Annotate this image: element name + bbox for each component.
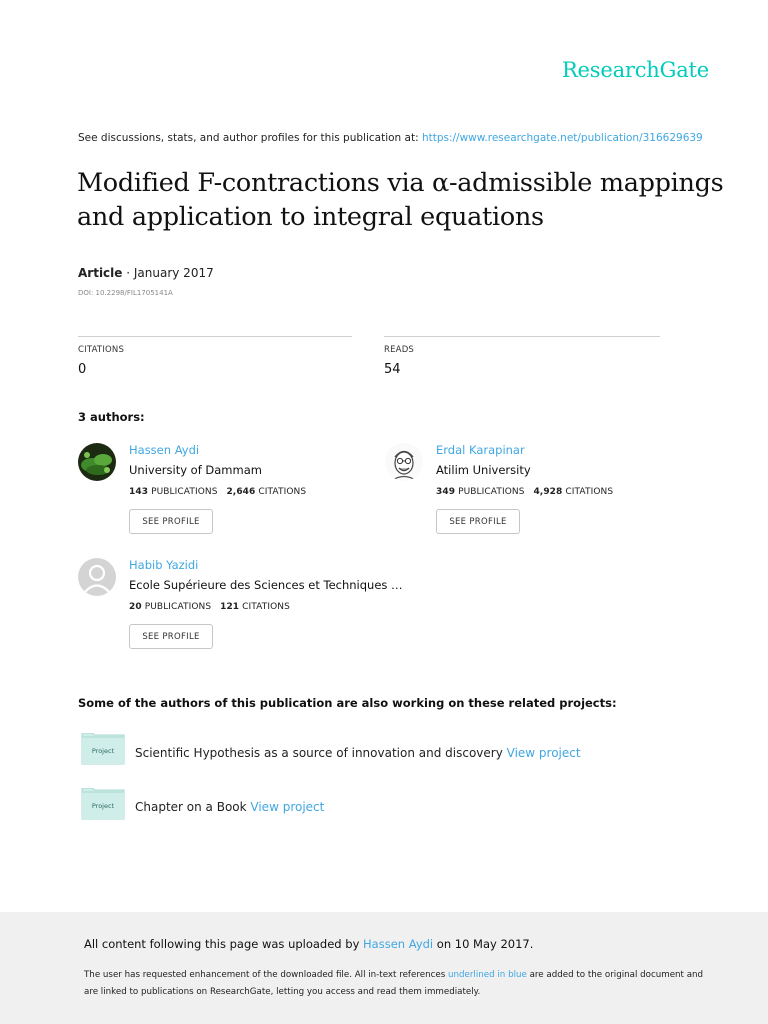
author-citations-label: CITATIONS bbox=[258, 487, 307, 497]
author-photo-icon bbox=[78, 443, 116, 481]
project-title: Chapter on a Book bbox=[135, 800, 251, 814]
author-citations-label: CITATIONS bbox=[565, 487, 614, 497]
author-stats bbox=[129, 602, 290, 612]
author-institution: University of Dammam bbox=[129, 463, 262, 477]
note-link-sample: underlined in blue bbox=[447, 970, 527, 980]
enhancement-note bbox=[84, 967, 704, 1001]
see-profile-button[interactable]: SEE PROFILE bbox=[129, 509, 213, 534]
meta-separator: · bbox=[122, 266, 134, 280]
citations-value: 0 bbox=[78, 362, 87, 377]
author-stats bbox=[129, 487, 306, 497]
author-publications-count: 143 bbox=[129, 487, 149, 497]
author-publications-label: PUBLICATIONS bbox=[458, 487, 525, 497]
project-folder-icon bbox=[81, 733, 125, 765]
publication-type: Article bbox=[78, 266, 123, 280]
project-item bbox=[135, 800, 324, 814]
author-sketch-icon bbox=[385, 443, 423, 481]
author-publications-label: PUBLICATIONS bbox=[144, 602, 212, 612]
author-avatar[interactable] bbox=[78, 558, 116, 596]
default-user-icon bbox=[78, 558, 116, 596]
see-profile-button[interactable]: SEE PROFILE bbox=[436, 509, 520, 534]
author-institution: Atilim University bbox=[436, 463, 531, 477]
project-badge-label: Project bbox=[91, 802, 115, 810]
view-project-link[interactable]: View project bbox=[250, 800, 325, 814]
author-name-link[interactable]: Hassen Aydi bbox=[129, 443, 200, 457]
author-publications-count: 349 bbox=[436, 487, 456, 497]
citations-divider bbox=[78, 336, 352, 337]
publication-date: January 2017 bbox=[133, 266, 214, 280]
publication-meta bbox=[78, 266, 214, 280]
note-prefix: The user has requested enhancement of the downloaded file. All in-text references bbox=[84, 970, 448, 980]
author-stats bbox=[436, 487, 613, 497]
author-citations-label: CITATIONS bbox=[242, 602, 290, 612]
related-projects-heading: Some of the authors of this publication are also working on these related projects: bbox=[78, 696, 617, 710]
author-publications-count: 20 bbox=[129, 602, 142, 612]
publication-doi: DOI: 10.2298/FIL1705141A bbox=[78, 289, 173, 297]
citations-label: CITATIONS bbox=[78, 345, 125, 355]
reads-value: 54 bbox=[384, 362, 401, 377]
publication-title: Modified F-contractions via α-admissible mappings and application to integral equations bbox=[77, 168, 724, 232]
project-folder-icon bbox=[81, 788, 125, 820]
author-citations-count: 121 bbox=[220, 602, 240, 612]
author-avatar[interactable] bbox=[78, 443, 116, 481]
uploader-link[interactable]: Hassen Aydi bbox=[363, 937, 434, 951]
researchgate-logo[interactable]: ResearchGate bbox=[561, 58, 709, 82]
author-citations-count: 4,928 bbox=[533, 487, 563, 497]
discussion-line bbox=[78, 132, 703, 144]
project-title: Scientific Hypothesis as a source of innovation and discovery bbox=[135, 746, 507, 760]
author-avatar[interactable] bbox=[385, 443, 423, 481]
project-item bbox=[135, 746, 581, 760]
project-badge-label: Project bbox=[91, 747, 115, 755]
publication-url-link[interactable]: https://www.researchgate.net/publication/316629639 bbox=[421, 132, 703, 144]
view-project-link[interactable]: View project bbox=[506, 746, 581, 760]
author-name-link[interactable]: Erdal Karapinar bbox=[436, 443, 525, 457]
note-suffix: are added to the original document and are linked to publications on ResearchGate, letting you access and read them immediately. bbox=[84, 970, 704, 997]
reads-label: READS bbox=[384, 345, 415, 355]
upload-prefix: All content following this page was uploaded by bbox=[84, 937, 364, 951]
author-citations-count: 2,646 bbox=[226, 487, 256, 497]
see-profile-button[interactable]: SEE PROFILE bbox=[129, 624, 213, 649]
author-institution: Ecole Supérieure des Sciences et Techniques … bbox=[129, 578, 403, 592]
upload-suffix: on 10 May 2017. bbox=[433, 937, 534, 951]
authors-heading: 3 authors: bbox=[78, 410, 145, 424]
discussion-prefix: See discussions, stats, and author profiles for this publication at: bbox=[78, 132, 422, 144]
author-name-link[interactable]: Habib Yazidi bbox=[129, 558, 199, 572]
reads-divider bbox=[384, 336, 660, 337]
upload-notice bbox=[84, 937, 533, 951]
author-publications-label: PUBLICATIONS bbox=[151, 487, 218, 497]
